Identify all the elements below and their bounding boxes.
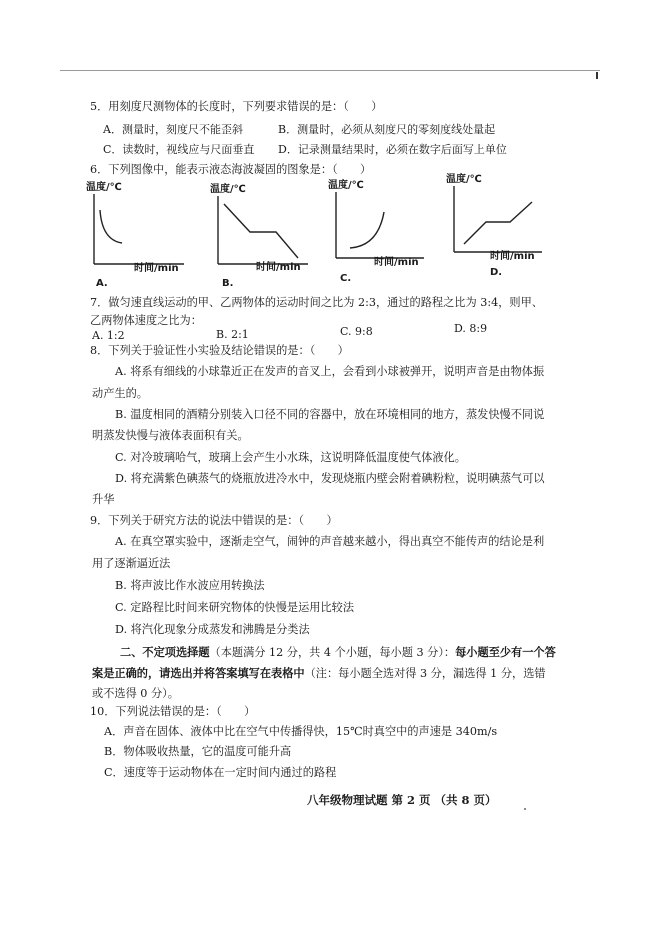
q9-option-a-cont: 用了逐渐逼近法 bbox=[92, 557, 171, 570]
section2-bold-1: 每小题至少有一个答 bbox=[455, 645, 556, 659]
section2-heading-rest: （本题满分 12 分，共 4 个小题，每小题 3 分）： bbox=[209, 646, 456, 659]
q5-option-a: A．测量时，刻度尺不能歪斜 bbox=[103, 123, 243, 136]
section2-line3: 或不选得 0 分）。 bbox=[92, 687, 179, 700]
q10-stem: 10．下列说法错误的是：（ ） bbox=[90, 705, 256, 718]
section2-line2 bbox=[92, 666, 546, 681]
q8-stem: 8．下列关于验证性小实验及结论错误的是：（ ） bbox=[90, 344, 349, 357]
q5-stem: 5．用刻度尺测物体的长度时，下列要求错误的是：（ ） bbox=[90, 100, 383, 113]
graph-c-ylabel: 温度/℃ bbox=[328, 180, 364, 191]
graph-d bbox=[446, 170, 556, 280]
graph-b-letter: B. bbox=[222, 278, 234, 289]
graph-b bbox=[210, 180, 320, 290]
q7-stem: 7．做匀速直线运动的甲、乙两物体的运动时间之比为 2:3，通过的路程之比为 3:4，则甲、 bbox=[90, 296, 543, 309]
graph-a bbox=[86, 178, 196, 288]
q9-option-c: C. 定路程比时间来研究物体的快慢是运用比较法 bbox=[115, 601, 355, 614]
section2-heading: 二、不定项选择题 bbox=[120, 645, 210, 659]
q7-option-b: B. 2:1 bbox=[216, 328, 249, 341]
graph-a-letter: A. bbox=[96, 278, 108, 289]
q9-option-b: B. 将声波比作水波应用转换法 bbox=[115, 579, 265, 592]
q9-stem: 9．下列关于研究方法的说法中错误的是：（ ） bbox=[90, 514, 338, 527]
q7-option-a: A. 1:2 bbox=[92, 329, 125, 342]
graph-b-xlabel: 时间/min bbox=[256, 262, 301, 273]
q9-option-a: A. 在真空罩实验中，逐渐走空气，闹钟的声音越来越小，得出真空不能传声的结论是利 bbox=[115, 535, 545, 548]
q10-option-b: B．物体吸收热量，它的温度可能升高 bbox=[104, 745, 292, 758]
page-footer: 八年级物理试题 第 2 页 （共 8 页） bbox=[307, 793, 497, 807]
graph-a-ylabel: 温度/℃ bbox=[86, 182, 122, 193]
q8-option-a: A. 将系有细线的小球靠近正在发声的音叉上，会看到小球被弹开，说明声音是由物体振 bbox=[115, 365, 545, 378]
graph-a-xlabel: 时间/min bbox=[134, 263, 179, 274]
graph-c-xlabel: 时间/min bbox=[374, 257, 419, 268]
graph-d-xlabel: 时间/min bbox=[490, 251, 535, 262]
q8-option-d-cont: 升华 bbox=[92, 493, 115, 506]
graph-d-letter: D. bbox=[490, 267, 503, 278]
q8-option-b-cont: 明蒸发快慢与液体表面积有关。 bbox=[92, 429, 249, 442]
q5-option-d: D．记录测量结果时，必须在数字后面写上单位 bbox=[278, 143, 507, 156]
q5-option-c: C．读数时，视线应与尺面垂直 bbox=[103, 143, 255, 156]
q8-option-d: D. 将充满紫色碘蒸气的烧瓶放进冷水中，发现烧瓶内壁会附着碘粉粒，说明碘蒸气可以 bbox=[115, 472, 545, 485]
section2-line1 bbox=[120, 645, 556, 660]
q8-option-b: B. 温度相同的酒精分别装入口径不同的容器中，放在环境相同的地方，蒸发快慢不同说 bbox=[115, 408, 545, 421]
graph-b-ylabel: 温度/℃ bbox=[210, 184, 246, 195]
graph-d-ylabel: 温度/℃ bbox=[446, 174, 482, 185]
q5-option-b: B．测量时，必须从刻度尺的零刻度线处量起 bbox=[278, 123, 496, 136]
header-rule bbox=[60, 70, 600, 71]
scan-speck bbox=[524, 808, 526, 810]
q8-option-c: C. 对冷玻璃哈气，玻璃上会产生小水珠，这说明降低温度使气体液化。 bbox=[115, 451, 466, 464]
scan-mark bbox=[596, 72, 598, 79]
q7-stem-cont: 乙两物体速度之比为： bbox=[90, 314, 202, 327]
section2-bold-2: 案是正确的，请选出并将答案填写在表格中 bbox=[92, 666, 305, 680]
graph-c bbox=[328, 176, 438, 286]
q10-option-a: A．声音在固体、液体中比在空气中传播得快，15℃时真空中的声速是 340m/s bbox=[104, 725, 498, 738]
q7-option-d: D. 8:9 bbox=[454, 322, 488, 335]
q8-option-a-cont: 动产生的。 bbox=[92, 387, 148, 400]
q6-stem: 6．下列图像中，能表示液态海波凝固的图象是：（ ） bbox=[90, 163, 372, 176]
section2-rest-2: （注：每小题全选对得 3 分，漏选得 1 分，选错 bbox=[304, 667, 546, 680]
graph-c-letter: C. bbox=[340, 273, 352, 284]
q9-option-d: D. 将汽化现象分成蒸发和沸腾是分类法 bbox=[115, 623, 310, 636]
q7-option-c: C. 9:8 bbox=[340, 325, 373, 338]
q10-option-c: C．速度等于运动物体在一定时间内通过的路程 bbox=[104, 766, 337, 779]
